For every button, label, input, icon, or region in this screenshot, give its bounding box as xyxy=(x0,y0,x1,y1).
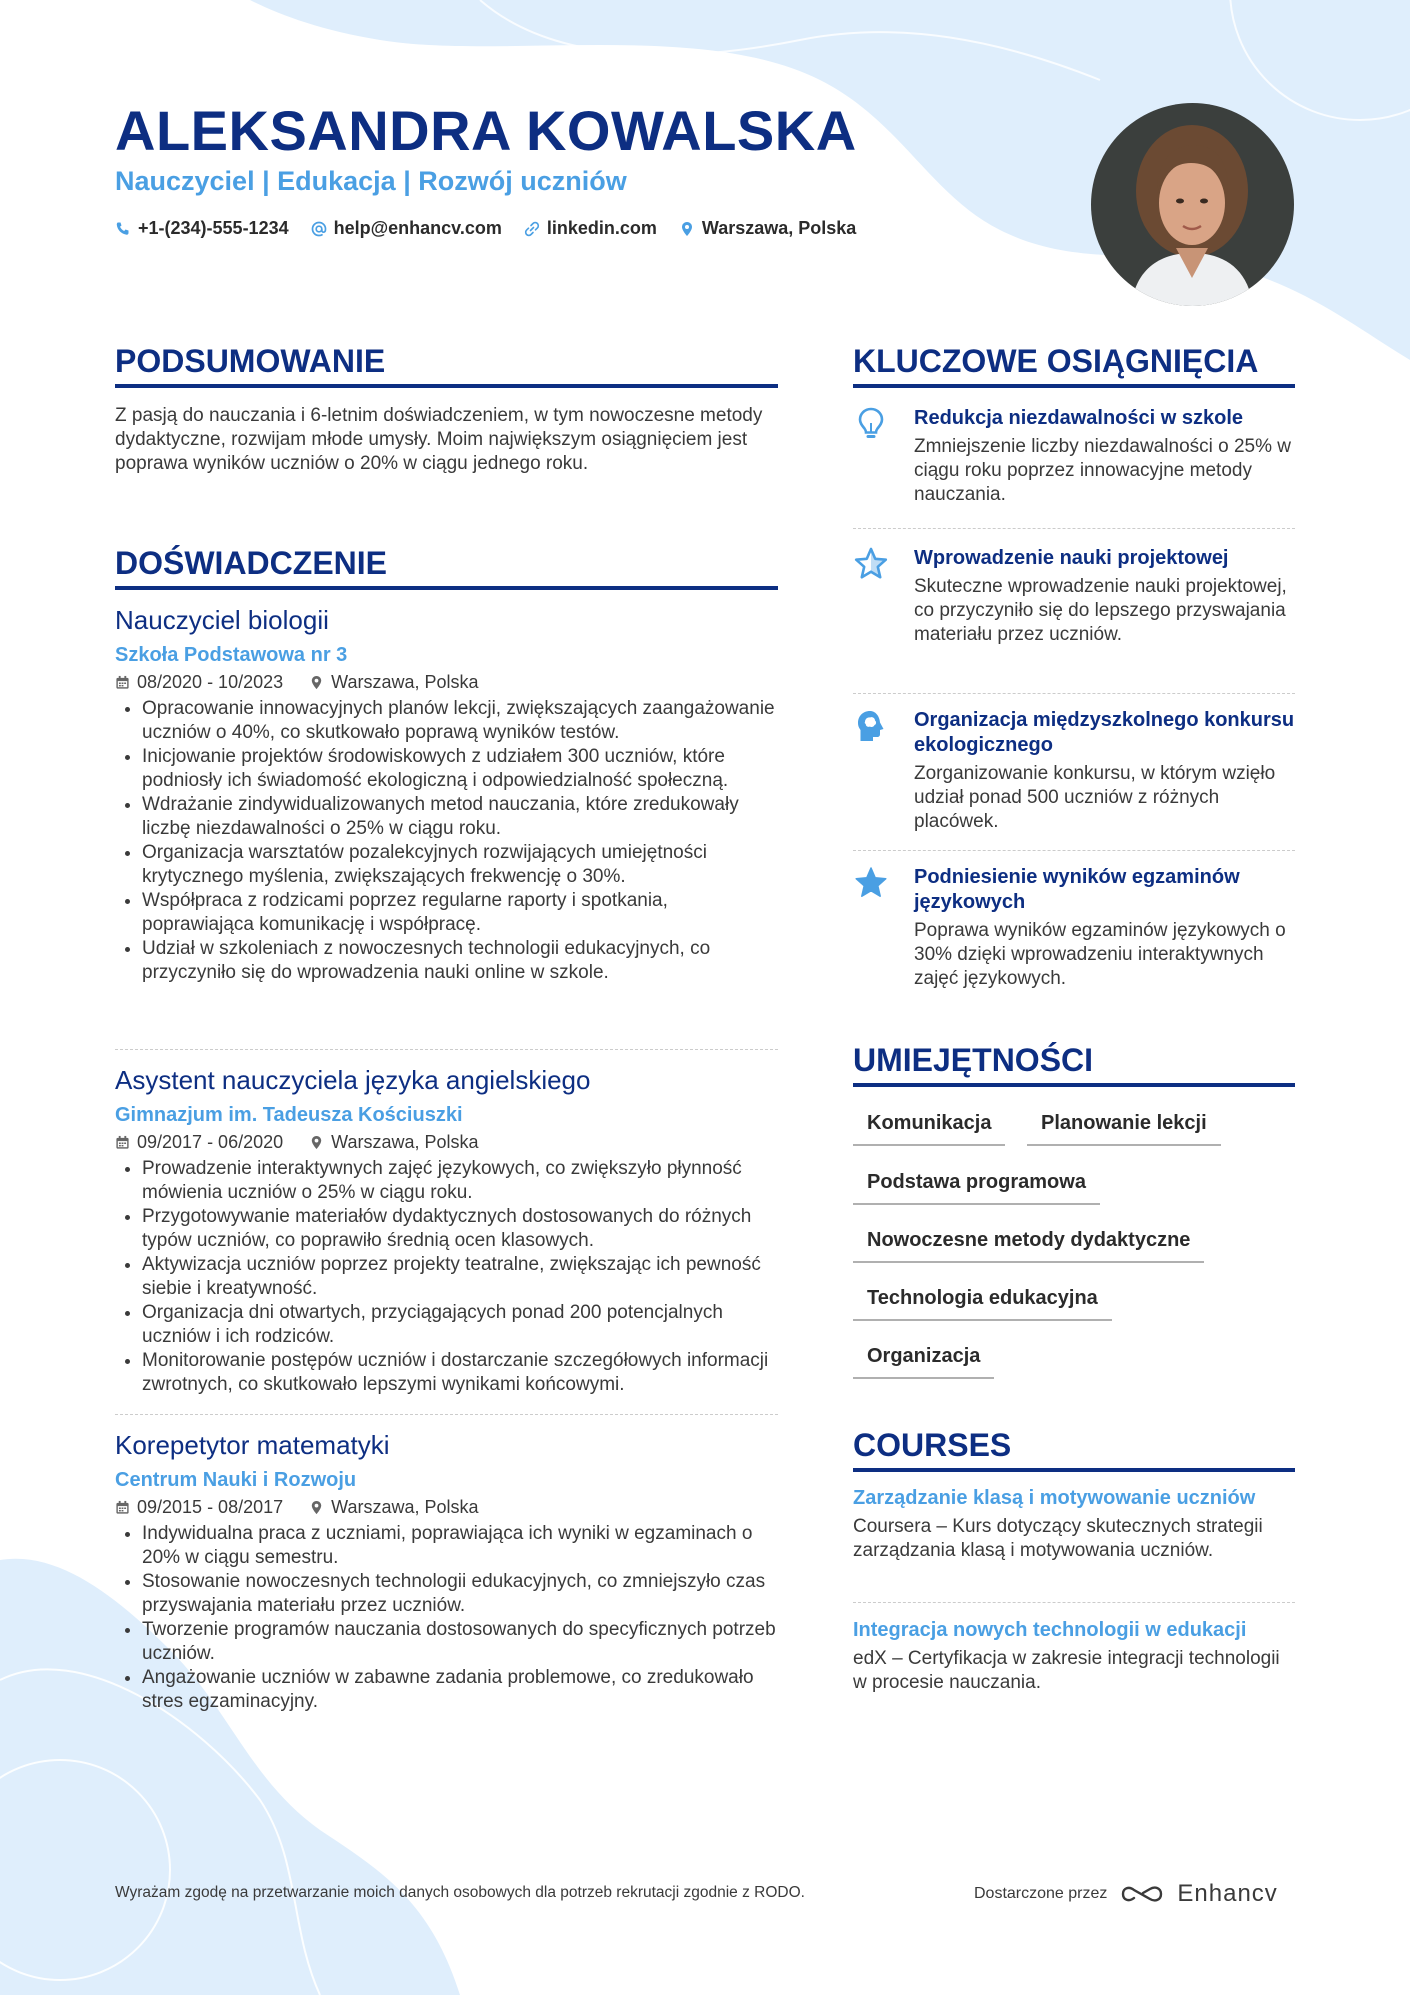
bullet-item: Indywidualna praca z uczniami, poprawiająca ich wyniki w egzaminach o 20% w ciągu semestru. xyxy=(115,1522,778,1570)
job-dates: 08/2020 - 10/2023 xyxy=(137,672,284,692)
bullet-item: Angażowanie uczniów w zabawne zadania problemowe, co zredukowało stres egzaminacyjny. xyxy=(115,1666,778,1714)
star-filled-icon xyxy=(853,865,889,901)
divider xyxy=(853,850,1295,851)
enhancv-logo-icon xyxy=(1119,1882,1165,1906)
bullet-item: Inicjowanie projektów środowiskowych z udziałem 300 uczniów, które podniosły ich świadomość ekologiczną i odpowiedzialność społeczną. xyxy=(115,745,778,793)
profile-photo xyxy=(1091,103,1294,306)
course-title: Integracja nowych technologii w edukacji xyxy=(853,1619,1247,1641)
email-text: help@enhancv.com xyxy=(333,218,502,238)
achievement-desc: Zmniejszenie liczby niezdawalności o 25% w ciągu roku poprzez innowacyjne metody nauczania. xyxy=(914,436,1292,505)
divider xyxy=(853,693,1295,694)
at-icon xyxy=(311,221,327,237)
courses-section-title: COURSES xyxy=(853,1427,1295,1472)
course-desc: edX – Certyfikacja w zakresie integracji technologii w procesie nauczania. xyxy=(853,1648,1280,1693)
course-desc: Coursera – Kurs dotyczący skutecznych strategii zarządzania klasą i motywowania uczniów. xyxy=(853,1516,1263,1561)
achievement-desc: Skuteczne wprowadzenie nauki projektowej, co przyczyniło się do lepszego przyswajania materiału przez uczniów. xyxy=(914,576,1287,645)
summary-text: Z pasją do nauczania i 6-letnim doświadczeniem, w tym nowoczesne metody dydaktyczne, rozwijam młode umysły. Moim największym osiągnięciem jest poprawa wyników uczniów o 20% w ciągu jednego roku. xyxy=(115,405,763,474)
divider xyxy=(853,1602,1295,1603)
skill-tag: Komunikacja xyxy=(853,1110,1005,1146)
location-pin-icon xyxy=(309,675,324,690)
contact-location xyxy=(679,218,856,239)
bullet-item: Aktywizacja uczniów poprzez projekty teatralne, zwiększając ich pewność siebie i kreatywność. xyxy=(115,1253,778,1301)
job-title: Nauczyciel biologii xyxy=(115,605,329,635)
company-name: Szkoła Podstawowa nr 3 xyxy=(115,644,348,666)
achievement-title: Organizacja międzyszkolnego konkursu ekologicznego xyxy=(914,709,1295,756)
bullet-item: Współpraca z rodzicami poprzez regularne raporty i spotkania, poprawiająca komunikację i współpracę. xyxy=(115,889,778,937)
bullet-item: Organizacja dni otwartych, przyciągających ponad 200 potencjalnych uczniów i ich rodziców. xyxy=(115,1301,778,1349)
skills-section-title: UMIEJĘTNOŚCI xyxy=(853,1042,1295,1087)
bullet-item: Prowadzenie interaktywnych zajęć językowych, co zwiększyło płynność mówienia uczniów o 25% w ciągu roku. xyxy=(115,1157,778,1205)
achievement-title: Redukcja niezdawalności w szkole xyxy=(914,407,1244,429)
calendar-icon xyxy=(115,1135,130,1150)
bullet-item: Udział w szkoleniach z nowoczesnych technologii edukacyjnych, co przyczyniło się do wprowadzenia nauki online w szkole. xyxy=(115,937,778,985)
course-title: Zarządzanie klasą i motywowanie uczniów xyxy=(853,1487,1256,1509)
consent-footer: Wyrażam zgodę na przetwarzanie moich danych osobowych dla potrzeb rekrutacji zgodnie z RODO. xyxy=(115,1884,805,1901)
course-item xyxy=(853,1617,1295,1695)
link-icon xyxy=(524,221,540,237)
achievement-desc: Zorganizowanie konkursu, w którym wzięło udział ponad 500 uczniów z różnych placówek. xyxy=(914,763,1276,832)
achievement-item xyxy=(853,865,1295,991)
job-entry xyxy=(115,1430,778,1714)
job-dates: 09/2015 - 08/2017 xyxy=(137,1497,284,1517)
portrait-icon xyxy=(1091,103,1294,306)
bullet-item: Przygotowywanie materiałów dydaktycznych dostosowanych do różnych typów uczniów, co poprawiło średnią ocen klasowych. xyxy=(115,1205,778,1253)
job-bullets xyxy=(115,1522,778,1714)
experience-section-title: DOŚWIADCZENIE xyxy=(115,545,778,590)
job-location: Warszawa, Polska xyxy=(331,672,479,692)
company-name: Centrum Nauki i Rozwoju xyxy=(115,1469,357,1491)
achievements-section-title: KLUCZOWE OSIĄGNIĘCIA xyxy=(853,343,1295,388)
contact-phone[interactable] xyxy=(115,218,289,239)
lightbulb-icon xyxy=(853,406,889,442)
bullet-item: Stosowanie nowoczesnych technologii edukacyjnych, co zmniejszyło czas przyswajania materiału przez uczniów. xyxy=(115,1570,778,1618)
bullet-item: Monitorowanie postępów uczniów i dostarczanie szczegółowych informacji zwrotnych, co skutkowało lepszymi wynikami końcowymi. xyxy=(115,1349,778,1397)
location-pin-icon xyxy=(309,1500,324,1515)
summary-section-title: PODSUMOWANIE xyxy=(115,343,778,388)
company-name: Gimnazjum im. Tadeusza Kościuszki xyxy=(115,1104,463,1126)
job-entry xyxy=(115,1065,778,1397)
job-meta xyxy=(115,671,778,693)
divider xyxy=(853,528,1295,529)
job-bullets xyxy=(115,1157,778,1397)
calendar-icon xyxy=(115,675,130,690)
headline: Nauczyciel | Edukacja | Rozwój uczniów xyxy=(115,166,627,196)
job-title: Asystent nauczyciela języka angielskiego xyxy=(115,1065,591,1095)
phone-text: +1-(234)-555-1234 xyxy=(138,218,289,238)
contact-linkedin[interactable] xyxy=(524,218,657,239)
powered-by[interactable] xyxy=(974,1880,1278,1908)
skill-tag: Technologia edukacyjna xyxy=(853,1285,1112,1321)
location-pin-icon xyxy=(679,221,695,237)
head-brain-icon xyxy=(853,708,889,744)
candidate-name: ALEKSANDRA KOWALSKA xyxy=(115,99,857,162)
powered-by-label: Dostarczone przez xyxy=(974,1885,1108,1902)
contact-email[interactable] xyxy=(311,218,502,239)
enhancv-brand: Enhancv xyxy=(1177,1880,1278,1907)
job-location: Warszawa, Polska xyxy=(331,1132,479,1152)
achievement-title: Wprowadzenie nauki projektowej xyxy=(914,547,1229,569)
job-title: Korepetytor matematyki xyxy=(115,1430,390,1460)
job-meta xyxy=(115,1496,778,1518)
bullet-item: Opracowanie innowacyjnych planów lekcji, zwiększających zaangażowanie uczniów o 40%, co skutkowało poprawą wyników testów. xyxy=(115,697,778,745)
job-meta xyxy=(115,1131,778,1153)
skill-tag: Planowanie lekcji xyxy=(1027,1110,1221,1146)
skill-tag: Podstawa programowa xyxy=(853,1169,1100,1205)
bullet-item: Wdrażanie zindywidualizowanych metod nauczania, które zredukowały liczbę niezdawalności o 25% w ciągu roku. xyxy=(115,793,778,841)
achievement-title: Podniesienie wyników egzaminów językowych xyxy=(914,866,1240,913)
calendar-icon xyxy=(115,1500,130,1515)
divider xyxy=(115,1414,778,1415)
contact-bar xyxy=(115,218,856,239)
phone-icon xyxy=(115,221,131,237)
bullet-item: Organizacja warsztatów pozalekcyjnych rozwijających umiejętności krytycznego myślenia, zwiększających frekwencję o 30%. xyxy=(115,841,778,889)
skill-tag: Organizacja xyxy=(853,1343,994,1379)
achievement-item xyxy=(853,406,1295,507)
location-text: Warszawa, Polska xyxy=(701,218,857,238)
linkedin-text: linkedin.com xyxy=(546,218,657,238)
job-entry xyxy=(115,605,778,985)
location-pin-icon xyxy=(309,1135,324,1150)
job-location: Warszawa, Polska xyxy=(331,1497,479,1517)
achievement-item xyxy=(853,546,1295,647)
bullet-item: Tworzenie programów nauczania dostosowanych do specyficznych potrzeb uczniów. xyxy=(115,1618,778,1666)
divider xyxy=(115,1049,778,1050)
course-item xyxy=(853,1485,1295,1563)
achievement-desc: Poprawa wyników egzaminów językowych o 30% dzięki wprowadzeniu interaktywnych zajęć językowych. xyxy=(914,920,1286,989)
achievement-item xyxy=(853,708,1295,834)
skill-tag: Nowoczesne metody dydaktyczne xyxy=(853,1227,1204,1263)
star-outline-icon xyxy=(853,546,889,582)
job-bullets xyxy=(115,697,778,985)
job-dates: 09/2017 - 06/2020 xyxy=(137,1132,284,1152)
